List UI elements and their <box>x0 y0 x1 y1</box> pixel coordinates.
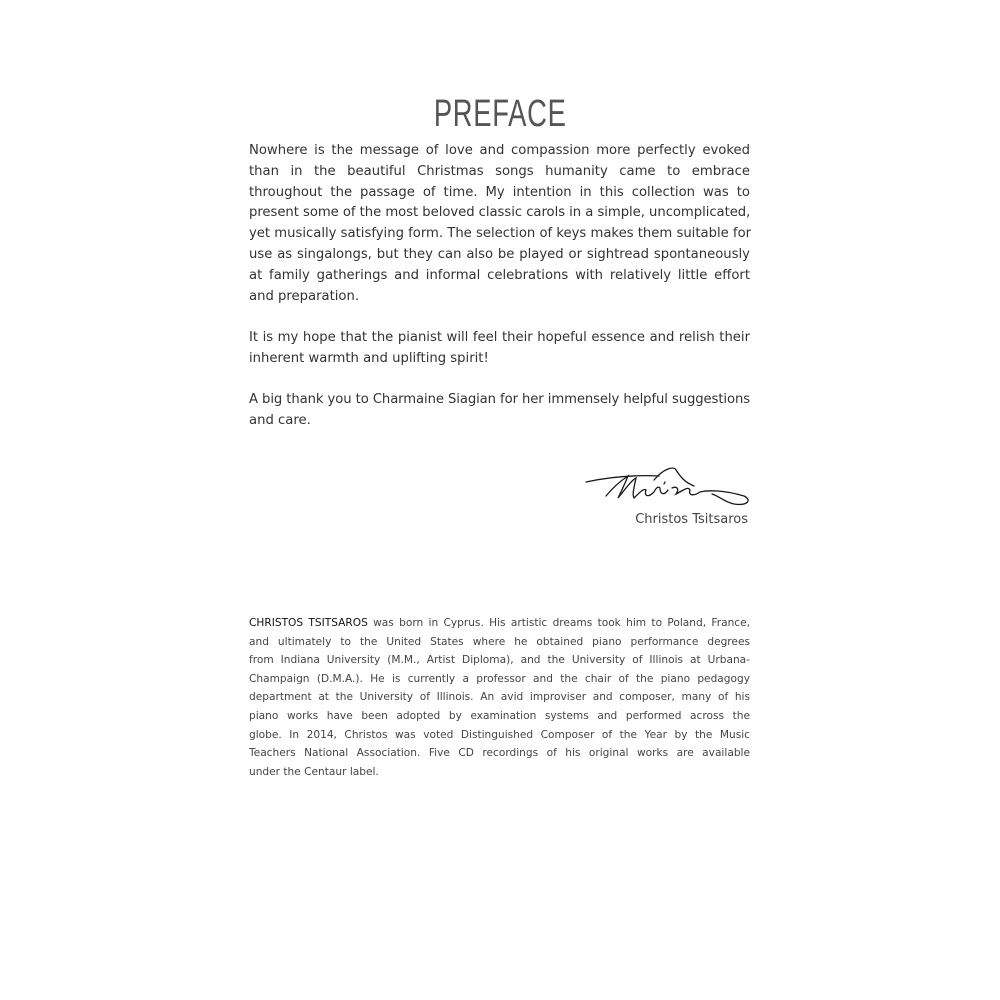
text-line: globe. In 2014, Christos was voted Distinguished Composer of the Year by the Music <box>249 728 750 741</box>
text-line: use as singalongs, but they can also be played or sightread spontaneously <box>249 246 750 262</box>
text-line: under the Centaur label. <box>249 765 379 778</box>
preface-paragraph-3 <box>249 390 750 432</box>
text-line: department at the University of Illinois. An avid improviser and composer, many of his <box>249 691 750 704</box>
signature-image <box>584 466 754 514</box>
text-line: and care. <box>249 412 311 428</box>
author-name: CHRISTOS TSITSAROS <box>249 617 368 629</box>
text-line: inherent warmth and uplifting spirit! <box>249 350 489 366</box>
preface-paragraph-2 <box>249 328 750 370</box>
signature-name: Christos Tsitsaros <box>635 512 748 527</box>
text-line <box>249 614 750 633</box>
text-line: A big thank you to Charmaine Siagian for her immensely helpful suggestions <box>249 392 750 407</box>
text-line: Nowhere is the message of love and compassion more perfectly evoked <box>249 143 750 158</box>
text-line: throughout the passage of time. My intention in this collection was to <box>249 184 750 200</box>
page-title: PREFACE <box>433 93 567 136</box>
text-line: Champaign (D.M.A.). He is currently a professor and the chair of the piano pedagogy <box>249 672 750 685</box>
text-fragment: was born in Cyprus. His artistic dreams took him to Poland, France, <box>367 617 750 629</box>
text-line: from Indiana University (M.M., Artist Diploma), and the University of Illinois at Urbana- <box>249 654 750 667</box>
text-line: and ultimately to the United States where he obtained piano performance degrees <box>249 635 750 648</box>
preface-paragraph-1 <box>249 141 750 307</box>
text-line: piano works have been adopted by examination systems and performed across the <box>249 709 750 722</box>
text-line: It is my hope that the pianist will feel their hopeful essence and relish their <box>249 330 750 345</box>
text-line: Teachers National Association. Five CD recordings of his original works are available <box>249 747 750 760</box>
text-line: at family gatherings and informal celebrations with relatively little effort <box>249 267 750 283</box>
text-line: than in the beautiful Christmas songs humanity came to embrace <box>249 163 750 179</box>
text-line: yet musically satisfying form. The selection of keys makes them suitable for <box>249 226 752 242</box>
author-bio <box>249 614 750 781</box>
text-line: and preparation. <box>249 288 360 304</box>
text-line: present some of the most beloved classic carols in a simple, uncomplicated, <box>249 205 751 221</box>
